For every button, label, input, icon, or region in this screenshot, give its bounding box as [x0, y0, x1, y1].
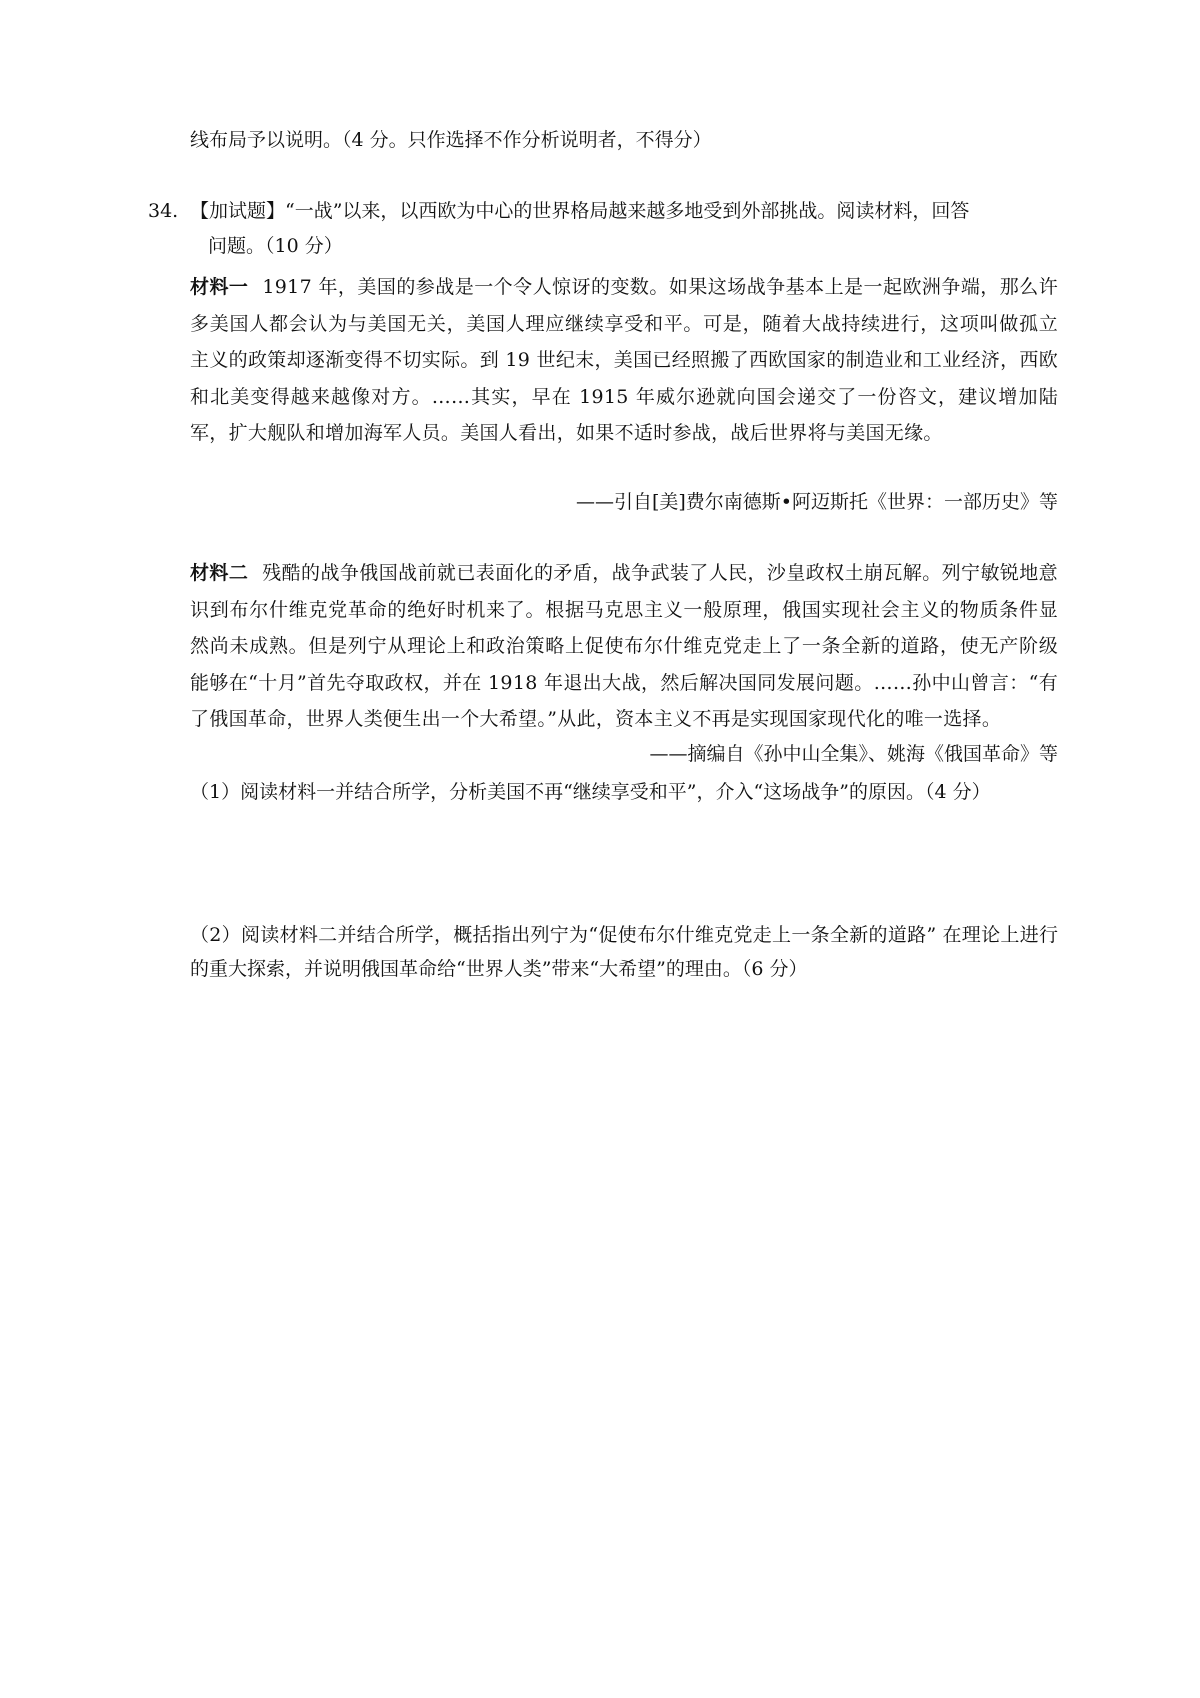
material-two-source: ——摘编自《孙中山全集》、姚海《俄国革命》等: [649, 743, 1058, 765]
material-two-label: 材料二: [190, 562, 249, 584]
sub-question-1: （1）阅读材料一并结合所学，分析美国不再“继续享受和平”，介入“这场战争”的原因。（4 分）: [190, 781, 991, 803]
question-header: [148, 197, 969, 225]
material-one: [190, 269, 1058, 452]
material-two-text: 残酷的战争俄国战前就已表面化的矛盾，战争武装了人民，沙皇政权土崩瓦解。列宁敏锐地意识到布尔什维克党革命的绝好时机来了。根据马克思主义一般原理，俄国实现社会主义的物质条件显然尚未成熟。但是列宁从理论上和政治策略上促使布尔什维克党走上了一条全新的道路，使无产阶级能够在“十月”首先夺取政权，并在 1918 年退出大战，然后解决国同发展问题。……孙中山曾言：“有了俄国革命，世界人类便生出一个大希望。”从此，资本主义不再是实现国家现代化的唯一选择。: [190, 562, 1058, 730]
material-one-label: 材料一: [190, 276, 249, 298]
question-number: 34.: [148, 200, 179, 222]
continuation-line: 线布局予以说明。（4 分。只作选择不作分析说明者，不得分）: [190, 129, 712, 151]
question-header-text: 【加试题】“一战”以来，以西欧为中心的世界格局越来越多地受到外部挑战。阅读材料，回答: [190, 200, 970, 222]
question-header-continued: 问题。（10 分）: [208, 235, 343, 257]
material-two: [190, 555, 1058, 738]
material-one-source: ——引自[美]费尔南德斯•阿迈斯托《世界：一部历史》等: [575, 491, 1058, 513]
sub-question-2: （2）阅读材料二并结合所学，概括指出列宁为“促使布尔什维克党走上一条全新的道路” 在理论上进行的重大探索，并说明俄国革命给“世界人类”带来“大希望”的理由。（6 分）: [190, 924, 1058, 980]
material-one-text: 1917 年，美国的参战是一个令人惊讶的变数。如果这场战争基本上是一起欧洲争端，那么许多美国人都会认为与美国无关，美国人理应继续享受和平。可是，随着大战持续进行，这项叫做孤立主义的政策却逐渐变得不切实际。到 19 世纪末，美国已经照搬了西欧国家的制造业和工业经济，西欧和北美变得越来越像对方。……其实，早在 1915 年威尔逊就向国会递交了一份咨文，建议增加陆军，扩大舰队和增加海军人员。美国人看出，如果不适时参战，战后世界将与美国无缘。: [190, 276, 1059, 444]
